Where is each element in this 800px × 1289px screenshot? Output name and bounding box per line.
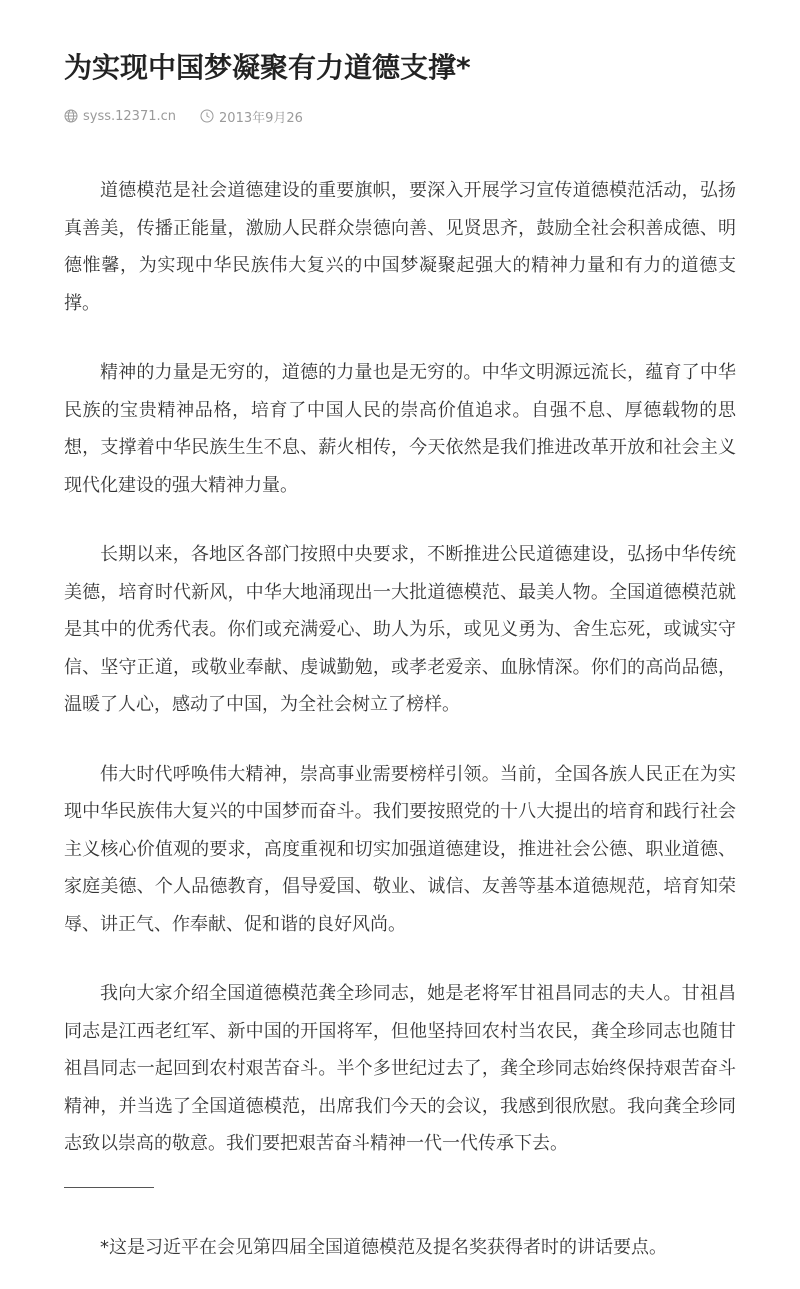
- paragraph: 长期以来，各地区各部门按照中央要求，不断推进公民道德建设，弘扬中华传统美德，培育时代新风，中华大地涌现出一大批道德模范、最美人物。全国道德模范就是其中的优秀代表。你们或充满爱心、助人为乐，或见义勇为、舍生忘死，或诚实守信、坚守正道，或敬业奉献、虔诚勤勉，或孝老爱亲、血脉情深。你们的高尚品德，温暖了人心，感动了中国，为全社会树立了榜样。: [64, 544, 736, 715]
- article-title: 为实现中国梦凝聚有力道德支撑*: [64, 51, 471, 84]
- footnote-divider: [64, 1187, 154, 1189]
- paragraph: 精神的力量是无穷的，道德的力量也是无穷的。中华文明源远流长，蕴育了中华民族的宝贵精神品格，培育了中国人民的崇高价值追求。自强不息、厚德载物的思想，支撑着中华民族生生不息、薪火相传，今天依然是我们推进改革开放和社会主义现代化建设的强大精神力量。: [64, 362, 736, 496]
- source-text: syss.12371.cn: [83, 108, 177, 124]
- paragraph: 我向大家介绍全国道德模范龚全珍同志，她是老将军甘祖昌同志的夫人。甘祖昌同志是江西老红军、新中国的开国将军，但他坚持回农村当农民，龚全珍同志也随甘祖昌同志一起回到农村艰苦奋斗。半个多世纪过去了，龚全珍同志始终保持艰苦奋斗精神，并当选了全国道德模范，出席我们今天的会议，我感到很欣慰。我向龚全珍同志致以崇高的敬意。我们要把艰苦奋斗精神一代一代传承下去。: [64, 983, 736, 1154]
- article: [64, 0, 736, 1266]
- date-text: 2013年9月26: [219, 110, 303, 126]
- clock-icon: [200, 109, 214, 123]
- date-info: [200, 107, 303, 126]
- source-info: [64, 109, 176, 124]
- paragraph: 伟大时代呼唤伟大精神，崇高事业需要榜样引领。当前，全国各族人民正在为实现中华民族伟大复兴的中国梦而奋斗。我们要按照党的十八大提出的培育和践行社会主义核心价值观的要求，高度重视和切实加强道德建设，推进社会公德、职业道德、家庭美德、个人品德教育，倡导爱国、敬业、诚信、友善等基本道德规范，培育知荣辱、讲正气、作奉献、促和谐的良好风尚。: [64, 763, 736, 935]
- article-body: [64, 172, 736, 1163]
- paragraph: 道德模范是社会道德建设的重要旗帜，要深入开展学习宣传道德模范活动，弘扬真善美，传播正能量，激励人民群众崇德向善、见贤思齐，鼓励全社会积善成德、明德惟馨，为实现中华民族伟大复兴的中国梦凝聚起强大的精神力量和有力的道德支撑。: [64, 180, 736, 314]
- article-meta: [64, 106, 736, 126]
- globe-icon: [64, 109, 78, 123]
- footnote: *这是习近平在会见第四届全国道德模范及提名奖获得者时的讲话要点。: [100, 1236, 667, 1258]
